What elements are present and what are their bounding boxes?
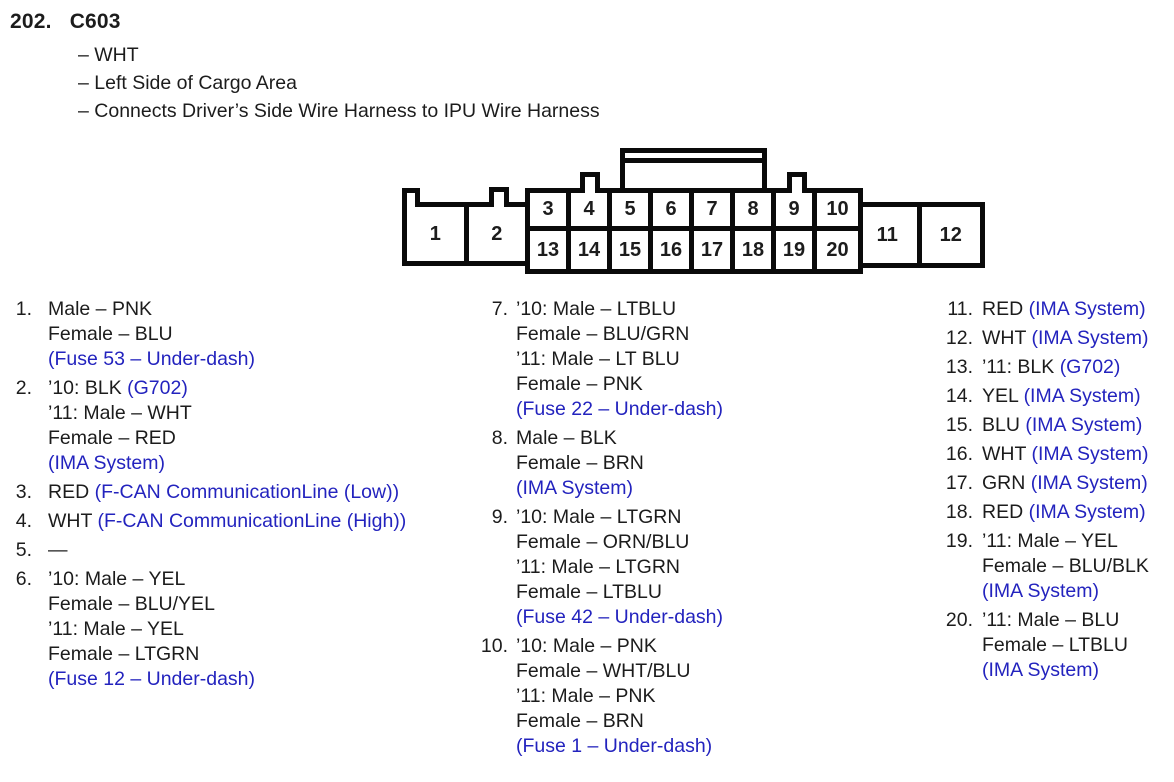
pin-description-line <box>48 642 255 667</box>
pin-description-line <box>982 554 1149 579</box>
pin-item-8 <box>470 426 723 501</box>
pin-description-line <box>48 480 399 505</box>
pin-wire-text: ’10: BLK <box>48 377 128 399</box>
pin-description <box>982 355 1120 380</box>
pin-description-line <box>48 567 255 592</box>
pin-item-10 <box>470 634 723 759</box>
pin-cavity-19: 19 <box>776 231 817 269</box>
pin-reference-text: (Fuse 1 – Under-dash) <box>516 735 713 757</box>
pin-number: 4. <box>15 510 32 532</box>
pin-cavity-16: 16 <box>653 231 694 269</box>
pin-number: 19. <box>945 530 973 552</box>
pin-description <box>48 538 68 563</box>
pin-reference-text: (IMA System) <box>1025 414 1143 436</box>
pin-wire-text: Female – LTBLU <box>516 581 662 603</box>
note-color: – WHT <box>78 44 139 66</box>
pin-item-14 <box>933 384 1149 409</box>
pin-description-line <box>982 384 1141 409</box>
pin-number: 13. <box>945 356 973 378</box>
pin-cavity-6: 6 <box>653 193 694 231</box>
note-function: – Connects Driver’s Side Wire Harness to IPU Wire Harness <box>78 100 600 122</box>
pin-description-line <box>982 633 1128 658</box>
pin-wire-text: ’10: Male – LTBLU <box>516 298 677 320</box>
pin-item-1 <box>8 297 406 372</box>
connector-grid <box>525 188 863 274</box>
pin-wire-text: — <box>48 539 68 561</box>
pin-wire-text: ’11: Male – YEL <box>48 618 184 640</box>
pin-item-3 <box>8 480 406 505</box>
pin-item-12 <box>933 326 1149 351</box>
pin-number: 17. <box>945 472 973 494</box>
pin-description-line <box>982 500 1146 525</box>
pin-item-7 <box>470 297 723 422</box>
pin-wire-text: ’11: Male – PNK <box>516 685 656 707</box>
pin-reference-text: (Fuse 22 – Under-dash) <box>516 398 724 420</box>
pin-description <box>982 529 1149 604</box>
pin-wire-text: Female – LTGRN <box>48 643 200 665</box>
pin-reference-text: (IMA System) <box>1028 501 1146 523</box>
pin-cavity-11: 11 <box>858 207 922 263</box>
pin-wire-text: RED <box>48 481 95 503</box>
pin-wire-text: Female – BLU <box>48 323 173 345</box>
pin-item-6 <box>8 567 406 692</box>
pin-wire-text: YEL <box>982 385 1024 407</box>
pin-description-line <box>48 322 255 347</box>
pin-description-line <box>48 297 255 322</box>
pin-description-line <box>516 426 644 451</box>
pin-reference-text: (IMA System) <box>1031 327 1149 349</box>
pin-wire-text: Female – BLU/BLK <box>982 555 1149 577</box>
pin-cavity-2: 2 <box>491 222 503 245</box>
pin-number: 6. <box>15 568 32 590</box>
pin-description <box>982 471 1148 496</box>
pin-cavity-12: 12 <box>939 223 962 246</box>
pin-wire-text: Female – BRN <box>516 710 644 732</box>
connector-left-block <box>402 202 530 266</box>
pin-wire-text: Female – RED <box>48 427 176 449</box>
pin-description-line <box>516 322 723 347</box>
pin-wire-text: Female – BRN <box>516 452 644 474</box>
pin-item-17 <box>933 471 1149 496</box>
connector-right-block <box>853 202 985 268</box>
pin-reference-text: (IMA System) <box>1028 298 1146 320</box>
connector-notch-cavity4 <box>580 172 600 193</box>
pin-description-line <box>516 605 723 630</box>
pin-wire-text: BLU <box>982 414 1026 436</box>
connector-notch-cavity9 <box>787 172 807 193</box>
pin-wire-text: GRN <box>982 472 1031 494</box>
pin-number: 16. <box>945 443 973 465</box>
pin-description-line <box>516 530 723 555</box>
pin-wire-text: ’11: BLK <box>982 356 1060 378</box>
pin-cavity-18: 18 <box>735 231 776 269</box>
pin-number: 14. <box>945 385 973 407</box>
pin-number: 3. <box>15 481 32 503</box>
pin-reference-text: (IMA System) <box>982 580 1100 602</box>
pin-reference-text: (G702) <box>1059 356 1121 378</box>
pin-number: 8. <box>491 427 508 449</box>
pin-description-line <box>48 426 192 451</box>
pin-cavity-7: 7 <box>694 193 735 231</box>
pin-wire-text: ’11: Male – BLU <box>982 609 1120 631</box>
pin-description-line <box>982 442 1148 467</box>
pin-description-line <box>516 297 723 322</box>
pin-wire-text: ’10: Male – YEL <box>48 568 186 590</box>
pin-number: 12. <box>945 327 973 349</box>
pin-description <box>982 413 1142 438</box>
connector-notch-cavity2 <box>489 187 509 207</box>
pin-number: 10. <box>480 635 508 657</box>
pin-description-line <box>982 297 1146 322</box>
pin-description-line <box>48 347 255 372</box>
pin-description <box>48 509 406 534</box>
pin-number: 11. <box>947 298 973 320</box>
pin-wire-text: RED <box>982 298 1029 320</box>
pin-description-line <box>516 476 644 501</box>
pin-description-line <box>982 529 1149 554</box>
pin-number: 7. <box>491 298 508 320</box>
pin-description <box>516 297 723 422</box>
pin-wire-text: WHT <box>982 327 1032 349</box>
pin-reference-text: (Fuse 12 – Under-dash) <box>48 668 256 690</box>
pin-cavity-3: 3 <box>530 193 571 231</box>
pin-cavity-8: 8 <box>735 193 776 231</box>
pin-reference-text: (IMA System) <box>516 477 634 499</box>
note-location: – Left Side of Cargo Area <box>78 72 297 94</box>
pin-description-line <box>516 684 712 709</box>
pin-cavity-15: 15 <box>612 231 653 269</box>
pin-wire-text: Male – BLK <box>516 427 617 449</box>
pin-item-13 <box>933 355 1149 380</box>
pin-description <box>982 442 1148 467</box>
pin-number: 20. <box>945 609 973 631</box>
pin-reference-text: (Fuse 53 – Under-dash) <box>48 348 256 370</box>
pin-wire-text: Female – PNK <box>516 373 643 395</box>
pin-description-line <box>982 608 1128 633</box>
pin-cavity-9: 9 <box>776 193 817 231</box>
pin-description <box>516 634 712 759</box>
pin-cavity-14: 14 <box>571 231 612 269</box>
pin-description-line <box>982 413 1142 438</box>
pin-wire-text: Male – PNK <box>48 298 153 320</box>
pin-reference-text: (Fuse 42 – Under-dash) <box>516 606 724 628</box>
pin-description <box>48 297 255 372</box>
pin-item-19 <box>933 529 1149 604</box>
pin-number: 5. <box>15 539 32 561</box>
pin-reference-text: (IMA System) <box>1023 385 1141 407</box>
pin-description <box>982 326 1148 351</box>
pin-item-5 <box>8 538 406 563</box>
pin-item-2 <box>8 376 406 476</box>
connector-diagram <box>0 0 1174 290</box>
connector-item-number: 202. <box>10 10 52 33</box>
pin-wire-text: ’10: Male – LTGRN <box>516 506 682 528</box>
pin-description-line <box>982 326 1148 351</box>
connector-lock-tab <box>620 148 767 193</box>
pin-item-15 <box>933 413 1149 438</box>
pin-list-column-2 <box>470 297 723 759</box>
pin-description <box>516 426 644 501</box>
pin-description-line <box>516 734 712 759</box>
pin-cavity-4: 4 <box>571 193 612 231</box>
pin-list-column-1 <box>8 297 406 692</box>
pin-description <box>982 608 1128 683</box>
pin-description-line <box>48 538 68 563</box>
pin-reference-text: (F-CAN CommunicationLine (High)) <box>97 510 407 532</box>
pin-cavity-13: 13 <box>530 231 571 269</box>
pin-number: 15. <box>945 414 973 436</box>
pin-description-line <box>516 580 723 605</box>
pin-description-line <box>516 505 723 530</box>
pin-reference-text: (IMA System) <box>48 452 166 474</box>
pin-description-line <box>48 451 192 476</box>
pin-list-column-3 <box>933 297 1149 683</box>
pin-wire-text: Female – LTBLU <box>982 634 1128 656</box>
pin-wire-text: ’11: Male – LT BLU <box>516 348 680 370</box>
pin-wire-text: WHT <box>982 443 1032 465</box>
pin-description-line <box>516 347 723 372</box>
pin-description-line <box>48 667 255 692</box>
pin-description-line <box>48 509 406 534</box>
pin-description-line <box>982 355 1120 380</box>
pin-description-line <box>516 659 712 684</box>
pin-description <box>48 480 399 505</box>
pin-wire-text: RED <box>982 501 1029 523</box>
pin-wire-text: Female – WHT/BLU <box>516 660 691 682</box>
pin-cavity-20: 20 <box>826 238 849 261</box>
pin-description-line <box>516 372 723 397</box>
pin-wire-text: WHT <box>48 510 98 532</box>
pin-number: 18. <box>945 501 973 523</box>
pin-description <box>48 376 192 476</box>
pin-wire-text: Female – BLU/YEL <box>48 593 215 615</box>
pin-cavity-5: 5 <box>612 193 653 231</box>
pin-description-line <box>516 397 723 422</box>
pin-description-line <box>516 451 644 476</box>
pin-description <box>516 505 723 630</box>
pin-description <box>48 567 255 692</box>
pin-description-line <box>982 658 1128 683</box>
pin-description <box>982 297 1146 322</box>
pin-wire-text: ’11: Male – WHT <box>48 402 192 424</box>
pin-number: 1. <box>15 298 32 320</box>
pin-number: 2. <box>15 377 32 399</box>
pin-description-line <box>48 617 255 642</box>
pin-description <box>982 384 1141 409</box>
pin-cavity-1: 1 <box>407 207 469 261</box>
connector-notch-left <box>402 188 420 207</box>
pin-description-line <box>982 471 1148 496</box>
pin-description-line <box>516 634 712 659</box>
pin-reference-text: (IMA System) <box>1031 443 1149 465</box>
pin-cavity-17: 17 <box>694 231 735 269</box>
pin-reference-text: (F-CAN CommunicationLine (Low)) <box>94 481 400 503</box>
pin-description <box>982 500 1146 525</box>
pin-item-16 <box>933 442 1149 467</box>
pin-wire-text: ’11: Male – LTGRN <box>516 556 680 578</box>
connector-title: C603 <box>69 10 121 33</box>
pin-description-line <box>982 579 1149 604</box>
pin-wire-text: Female – BLU/GRN <box>516 323 690 345</box>
pin-item-4 <box>8 509 406 534</box>
pin-item-18 <box>933 500 1149 525</box>
pin-wire-text: ’10: Male – PNK <box>516 635 657 657</box>
pin-item-20 <box>933 608 1149 683</box>
pin-wire-text: Female – ORN/BLU <box>516 531 690 553</box>
pin-number: 9. <box>491 506 508 528</box>
pin-reference-text: (G702) <box>127 377 188 399</box>
pin-item-9 <box>470 505 723 630</box>
pin-description-line <box>48 592 255 617</box>
pin-description-line <box>48 401 192 426</box>
pin-reference-text: (IMA System) <box>1030 472 1148 494</box>
pin-description-line <box>48 376 192 401</box>
pin-item-11 <box>933 297 1149 322</box>
pin-wire-text: ’11: Male – YEL <box>982 530 1118 552</box>
pin-description-line <box>516 555 723 580</box>
pin-reference-text: (IMA System) <box>982 659 1100 681</box>
connector-lock-tab-line <box>625 158 762 163</box>
pin-cavity-10: 10 <box>817 193 858 231</box>
pin-description-line <box>516 709 712 734</box>
